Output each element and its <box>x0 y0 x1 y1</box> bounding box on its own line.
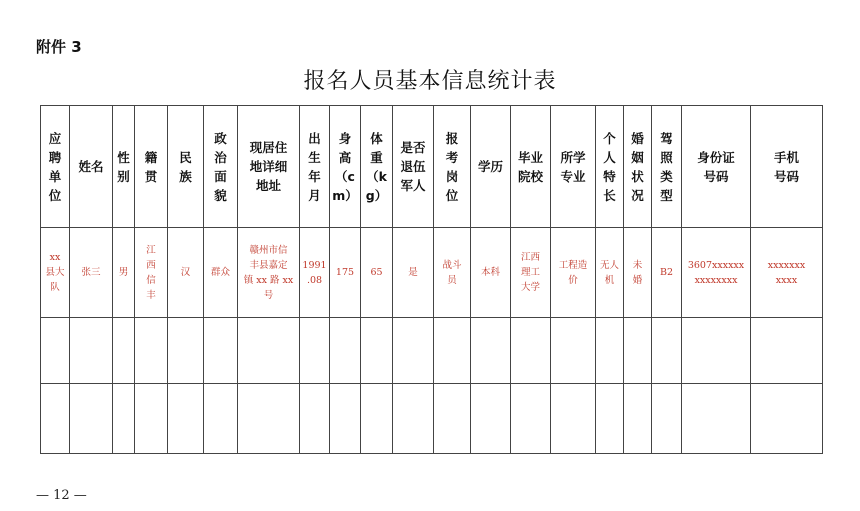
column-header: 报 考 岗 位 <box>434 106 471 228</box>
column-header: 所学 专业 <box>551 106 596 228</box>
column-header: 婚 姻 状 况 <box>624 106 652 228</box>
table-cell <box>751 318 823 384</box>
table-cell: 无人 机 <box>596 228 624 318</box>
table-cell: 1991 .08 <box>300 228 330 318</box>
table-cell: xxxxxxx xxxx <box>751 228 823 318</box>
attachment-label: 附件 3 <box>36 38 82 56</box>
page-number: — 12 — <box>36 488 87 503</box>
table-cell: 张三 <box>70 228 113 318</box>
column-header: 学历 <box>471 106 511 228</box>
column-header: 驾 照 类 型 <box>652 106 682 228</box>
table-cell <box>682 318 751 384</box>
table-cell <box>168 384 204 454</box>
table-cell <box>434 384 471 454</box>
column-header: 应 聘 单 位 <box>41 106 70 228</box>
table-cell: 群众 <box>204 228 238 318</box>
table-cell <box>652 318 682 384</box>
table-cell <box>330 384 361 454</box>
table-cell <box>361 318 393 384</box>
table-cell: 江 西 信 丰 <box>135 228 168 318</box>
column-header: 姓名 <box>70 106 113 228</box>
table-cell <box>168 318 204 384</box>
table-cell <box>652 384 682 454</box>
table-cell <box>596 384 624 454</box>
table-cell <box>624 384 652 454</box>
table-cell <box>300 318 330 384</box>
column-header: 民 族 <box>168 106 204 228</box>
table-cell <box>596 318 624 384</box>
table-cell <box>41 318 70 384</box>
table-cell <box>361 384 393 454</box>
table-cell: 65 <box>361 228 393 318</box>
table-cell <box>393 318 434 384</box>
table-cell <box>113 384 135 454</box>
column-header: 体 重 （k g） <box>361 106 393 228</box>
table-cell <box>300 384 330 454</box>
table-cell: B2 <box>652 228 682 318</box>
column-header: 政 治 面 貌 <box>204 106 238 228</box>
table-cell <box>751 384 823 454</box>
table-cell: 男 <box>113 228 135 318</box>
table-cell: 赣州市信 丰县嘉定 镇 xx 路 xx 号 <box>238 228 300 318</box>
table-cell <box>682 384 751 454</box>
table-cell: 战斗 员 <box>434 228 471 318</box>
table-cell: 江西 理工 大学 <box>511 228 551 318</box>
table-cell: 3607xxxxxx xxxxxxxx <box>682 228 751 318</box>
header-row <box>41 106 823 228</box>
column-header: 毕业 院校 <box>511 106 551 228</box>
column-header: 身份证 号码 <box>682 106 751 228</box>
table-cell <box>434 318 471 384</box>
table-cell <box>204 318 238 384</box>
table-cell <box>113 318 135 384</box>
table-cell: 本科 <box>471 228 511 318</box>
table-cell <box>551 384 596 454</box>
table-cell <box>393 384 434 454</box>
table-row <box>41 318 823 384</box>
table-cell <box>135 384 168 454</box>
table-cell <box>70 318 113 384</box>
table-cell: 工程造 价 <box>551 228 596 318</box>
table-cell <box>624 318 652 384</box>
column-header: 手机 号码 <box>751 106 823 228</box>
table-cell: 汉 <box>168 228 204 318</box>
table-cell <box>511 318 551 384</box>
table-row <box>41 228 823 318</box>
table-cell <box>330 318 361 384</box>
column-header: 是否 退伍 军人 <box>393 106 434 228</box>
table-cell <box>204 384 238 454</box>
table-cell <box>551 318 596 384</box>
table-cell: 未 婚 <box>624 228 652 318</box>
table-cell: 是 <box>393 228 434 318</box>
table-cell <box>238 384 300 454</box>
column-header: 性 别 <box>113 106 135 228</box>
column-header: 个 人 特 长 <box>596 106 624 228</box>
page-title: 报名人员基本信息统计表 <box>303 69 557 94</box>
column-header: 出 生 年 月 <box>300 106 330 228</box>
table-row <box>41 384 823 454</box>
table-cell <box>238 318 300 384</box>
column-header: 现居住 地详细 地址 <box>238 106 300 228</box>
info-table <box>40 105 823 454</box>
table-cell: 175 <box>330 228 361 318</box>
table-cell <box>135 318 168 384</box>
table-cell <box>41 384 70 454</box>
table-cell <box>471 318 511 384</box>
table-cell <box>471 384 511 454</box>
table-cell <box>511 384 551 454</box>
table-cell: xx 县大 队 <box>41 228 70 318</box>
column-header: 籍 贯 <box>135 106 168 228</box>
column-header: 身 高 （c m） <box>330 106 361 228</box>
table-cell <box>70 384 113 454</box>
